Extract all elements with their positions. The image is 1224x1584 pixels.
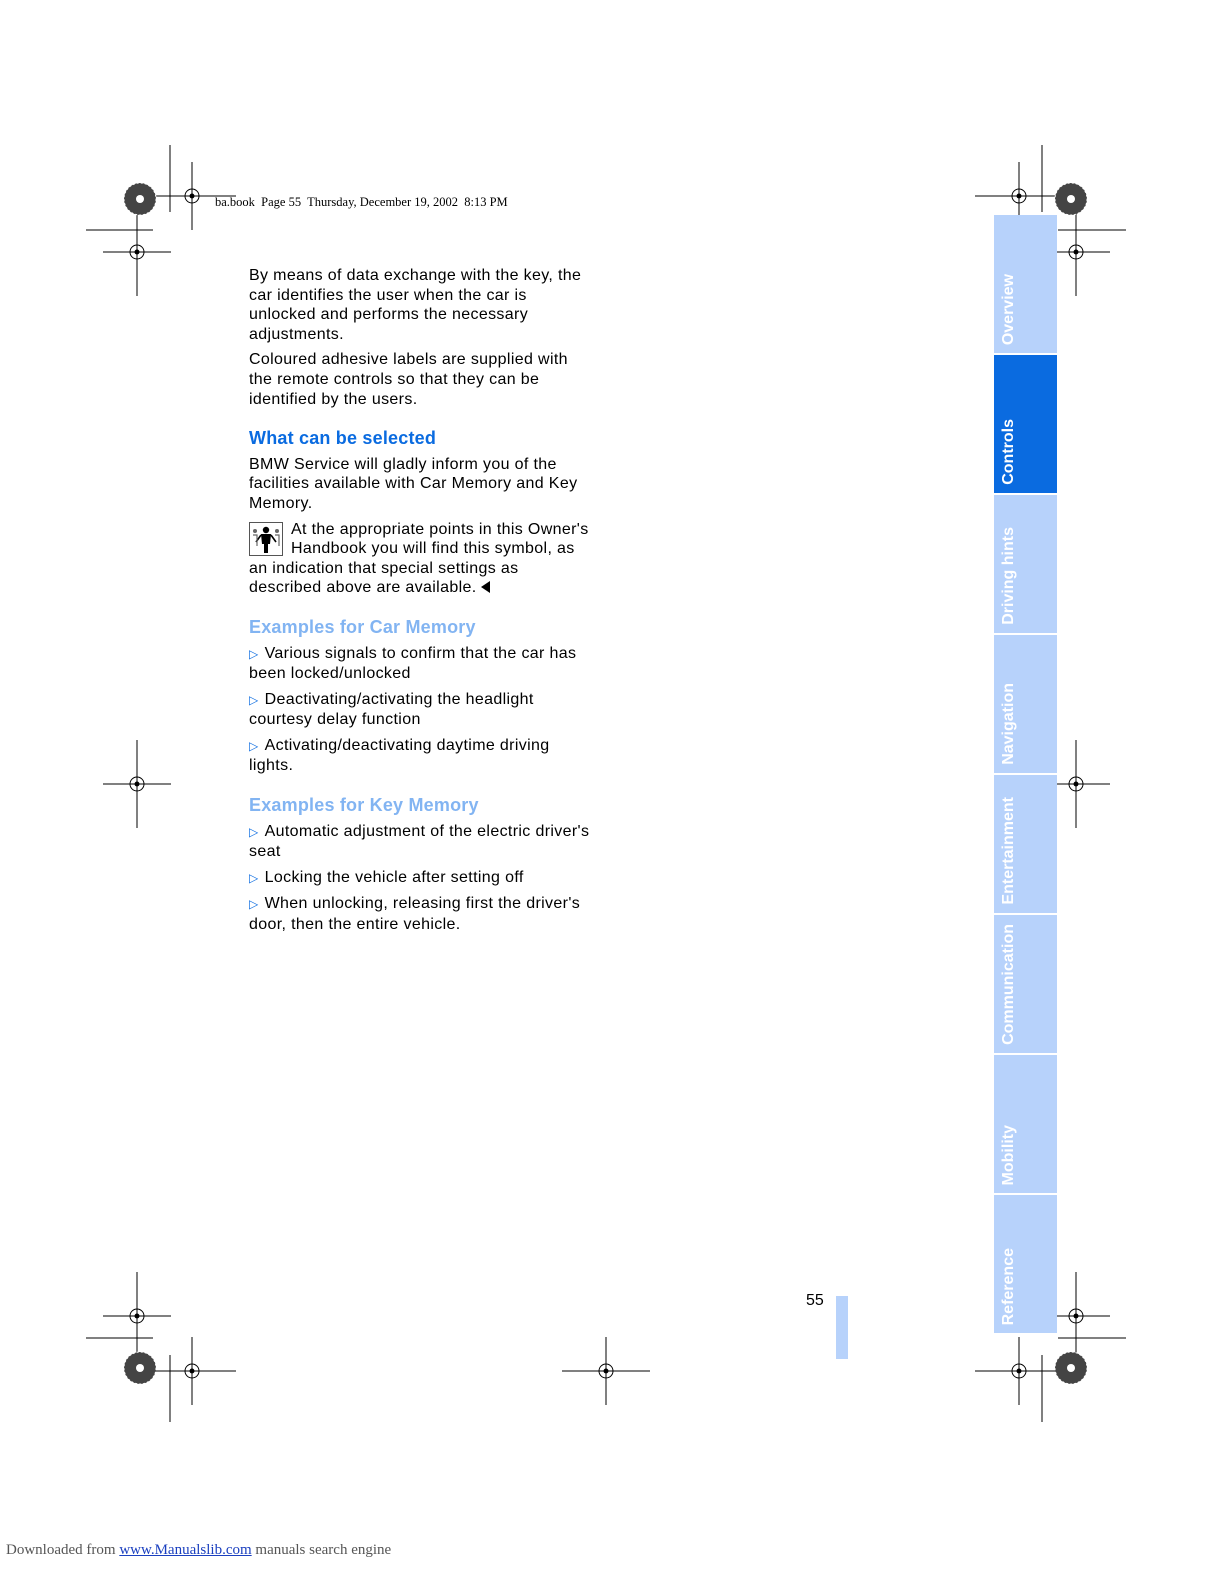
chapter-tabs [994,215,1057,1335]
list-item: ▷ Deactivating/activating the headlight courtesy delay function [249,690,534,729]
intro-paragraph: By means of data exchange with the key, the car identifies the user when the car is unlocked and performs the necessary adjustments. [249,267,582,343]
list-item: ▷ Activating/deactivating daytime driving lights. [249,736,550,775]
print-header: ba.book Page 55 Thursday, December 19, 2002 8:13 PM [215,195,508,209]
tab-controls[interactable]: Controls [994,355,1057,493]
symbol-note-text: At the appropriate points in this Owner's Handbook you will find this symbol, as an indication that special settings as described above are available. [249,520,589,597]
list-item: ▷ Locking the vehicle after setting off [249,868,524,886]
section-heading: What can be selected [249,428,437,449]
section-text: BMW Service will gladly inform you of the facilities available with Car Memory and Key Memory. [249,455,578,512]
tab-driving-hints[interactable]: Driving hints [994,495,1057,633]
key-memory-heading: Examples for Key Memory [249,795,479,816]
bullet-triangle-icon: ▷ [249,870,259,885]
memory-person-icon [249,522,283,556]
footer-suffix: manuals search engine [255,1542,392,1558]
bullet-triangle-icon: ▷ [249,824,259,839]
intro-paragraph: Coloured adhesive labels are supplied with the remote controls so that they can be identified by the users. [249,351,568,408]
main-content [249,266,594,941]
bullet-triangle-icon: ▷ [249,897,259,912]
end-mark-icon [481,581,490,593]
symbol-note [249,520,594,598]
list-item: ▷ When unlocking, releasing first the driver's door, then the entire vehicle. [249,895,581,934]
footer-prefix: Downloaded from [6,1542,116,1558]
page-number-bar [836,1296,848,1359]
tab-mobility[interactable]: Mobility [994,1055,1057,1193]
page-number: 55 [806,1292,824,1309]
bullet-triangle-icon: ▷ [249,646,259,661]
manualslib-link[interactable]: www.Manualslib.com [119,1542,252,1558]
list-item: ▷ Automatic adjustment of the electric driver's seat [249,822,590,861]
download-footer [6,1542,391,1559]
tab-communication[interactable]: Communication [994,915,1057,1053]
tab-overview[interactable]: Overview [994,215,1057,353]
tab-navigation[interactable]: Navigation [994,635,1057,773]
car-memory-heading: Examples for Car Memory [249,616,476,637]
bullet-triangle-icon: ▷ [249,738,259,753]
list-item: ▷ Various signals to confirm that the car has been locked/unlocked [249,644,577,683]
tab-entertainment[interactable]: Entertainment [994,775,1057,913]
tab-reference[interactable]: Reference [994,1195,1057,1333]
bullet-triangle-icon: ▷ [249,692,259,707]
